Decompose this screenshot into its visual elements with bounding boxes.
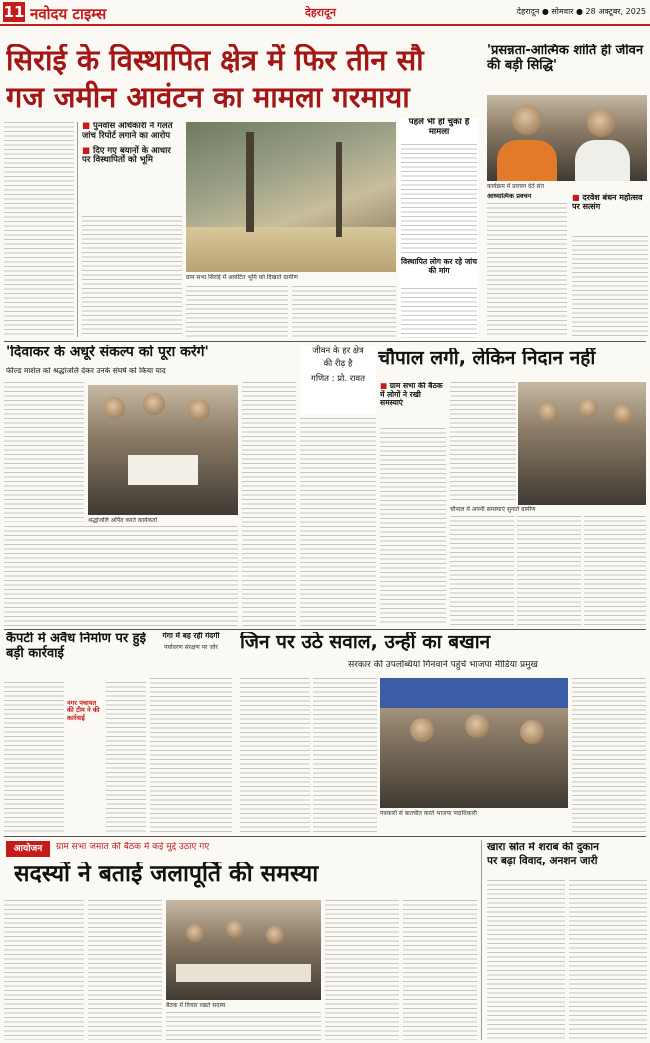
lead-bullet — [82, 147, 182, 167]
water-body-col4 — [325, 900, 399, 1040]
lead-photo — [186, 122, 396, 272]
liquor-body-col1 — [487, 880, 565, 1040]
liquor-headline — [487, 842, 647, 876]
spiritual-photo — [487, 95, 647, 181]
quote-box — [300, 345, 376, 415]
section-divider — [4, 341, 646, 342]
water-caption: बैठक में विचार रखते सदस्य — [166, 1002, 226, 1009]
construction-headline: कैंपटी में अवैध निर्माण पर हुई बड़ी कार्रवाई — [6, 632, 146, 661]
memorial-body-col3 — [242, 382, 296, 626]
bullet-icon: ■ — [572, 193, 583, 202]
spiritual-headline: 'प्रसन्नता-आत्मिक शांति ही जीवन की बड़ी सिद्धि' — [487, 44, 644, 73]
lead-headline-line2: गज जमीन आवंटन का मामला गरमाया — [6, 80, 410, 115]
construction-body-col2 — [106, 682, 146, 832]
liquor-headline-line1: खारा स्रोत में शराब की दुकान — [487, 842, 599, 853]
section-divider — [4, 629, 646, 630]
chaupal-body-col5 — [584, 516, 646, 626]
liquor-body-col2 — [569, 880, 647, 1040]
lead-headline-line1: सिरांई के विस्थापित क्षेत्र में फिर तीन सौ — [6, 44, 424, 77]
date-line: देहरादून ● सोमवार ● 28 अक्टूबर, 2025 — [516, 7, 646, 16]
ganga-box-text: पर्यावरण संरक्षण पर जोर — [164, 643, 218, 651]
water-kicker: आयोजन — [6, 841, 50, 857]
lead-bullets — [82, 122, 182, 214]
bjp-subhead: सरकार की उपलब्धियां गिनवाने पहुंचे भाजपा मीडिया प्रमुख — [348, 660, 538, 670]
quote-line2: की रीढ़ है — [323, 359, 353, 369]
bjp-photo — [380, 678, 568, 808]
chaupal-body-col4 — [517, 516, 581, 626]
bjp-body-col1 — [240, 678, 310, 832]
water-headline: सदस्यों ने बताई जलापूर्ति की समस्या — [14, 862, 319, 887]
chaupal-headline: चौपाल लगी, लेकिन निदान नहीं — [378, 348, 596, 369]
page-number: 11 — [3, 3, 25, 21]
memorial-headline: 'दिवाकर के अधूरे संकल्प को पूरा करेंगे' — [6, 345, 209, 360]
lead-side-box — [399, 118, 479, 340]
header-rule — [0, 24, 650, 26]
chaupal-body-col2 — [450, 382, 516, 502]
spiritual-body-col1 — [487, 193, 567, 338]
memorial-body-col2 — [4, 526, 238, 626]
construction-side-note-box — [67, 700, 103, 752]
chaupal-photo — [518, 382, 646, 505]
bullet-icon: ■ — [82, 145, 93, 156]
lead-box-subheading: विस्थापित लोग कर रहे जांच की मांग — [401, 257, 477, 275]
spiritual-caption: कार्यक्रम में प्रवचन देते संत — [487, 183, 545, 190]
bjp-headline: जिन पर उठे सवाल, उन्हीं का बखान — [240, 632, 491, 653]
water-body-col1 — [4, 900, 84, 1040]
lead-headline — [6, 44, 476, 120]
ganga-box-heading: गंगा में बह रही गंदगी — [162, 632, 220, 640]
lead-body-col3 — [186, 286, 288, 337]
liquor-headline-line2: पर बढ़ा विवाद, अनशन जारी — [487, 854, 598, 867]
construction-body-col1 — [4, 682, 64, 832]
construction-side-note: नगर पंचायत की टीम ने की कार्रवाई — [67, 700, 100, 722]
ganga-box — [150, 632, 232, 832]
lead-bullet-text: पुनर्वास अधिकारी ने गलत जांच रिपोर्ट लगाने का आरोप — [82, 122, 173, 141]
edition-name: देहरादून — [305, 6, 336, 19]
lead-body-col2 — [82, 216, 182, 337]
spiritual-side-heading: ■ दरवेश बंधन महोत्सव पर सत्संग — [572, 193, 643, 212]
quote-body — [300, 418, 376, 626]
chaupal-side-heading-box — [380, 382, 446, 426]
memorial-body-col1 — [4, 382, 84, 522]
lead-bullet-text: दिए गए बयानों के आधार पर विस्थापितों को भूमि — [82, 145, 171, 166]
chaupal-side-heading: ■ ग्राम सभा की बैठक में लोगों ने रखी समस्याएं — [380, 382, 443, 408]
lead-body-col1 — [4, 122, 74, 337]
lead-photo-caption: ग्राम सभा सिरांई में आवंटित भूमि को दिखाते ग्रामीण — [186, 274, 298, 281]
water-body-col2 — [88, 900, 162, 1040]
bjp-caption: पत्रकारों से बातचीत करते भाजपा पदाधिकारी — [380, 810, 477, 817]
water-body-col3 — [166, 1012, 321, 1040]
water-photo — [166, 900, 321, 1000]
spiritual-lead-text: आध्यात्मिक प्रवचन — [487, 193, 532, 200]
column-rule — [77, 122, 78, 337]
water-kicker-text: ग्राम सभा जमात की बैठक में कई मुद्दे उठाए गए — [56, 842, 210, 852]
bjp-body-col3 — [572, 678, 646, 832]
memorial-caption: श्रद्धांजलि अर्पित करते कार्यकर्ता — [88, 517, 158, 524]
column-rule — [481, 840, 482, 1040]
water-body-col5 — [403, 900, 477, 1040]
lead-bullet — [82, 122, 182, 142]
chaupal-caption: चौपाल में अपनी समस्याएं सुनाते ग्रामीण — [450, 506, 536, 513]
chaupal-body-col1 — [380, 428, 446, 626]
lead-body-col4 — [292, 286, 396, 337]
memorial-photo — [88, 385, 238, 515]
quote-line3: गणित : प्रो. रावत — [311, 374, 365, 384]
chaupal-body-col3 — [450, 516, 514, 626]
bullet-icon: ■ — [82, 122, 93, 131]
bullet-icon: ■ — [380, 382, 390, 390]
section-divider — [4, 836, 646, 837]
newspaper-name: नवोदय टाइम्स — [30, 5, 107, 22]
bjp-body-col2 — [313, 678, 377, 832]
quote-line1: जीवन के हर क्षेत्र — [312, 346, 364, 356]
memorial-subhead: फील्ड मार्शल को श्रद्धांजलि देकर उनके संघर्ष को किया याद — [6, 367, 166, 375]
lead-box-heading: पहले भी हो चुका है मामला — [408, 118, 470, 137]
spiritual-body-col2 — [572, 236, 648, 338]
spiritual-side-heading-box — [572, 193, 648, 233]
